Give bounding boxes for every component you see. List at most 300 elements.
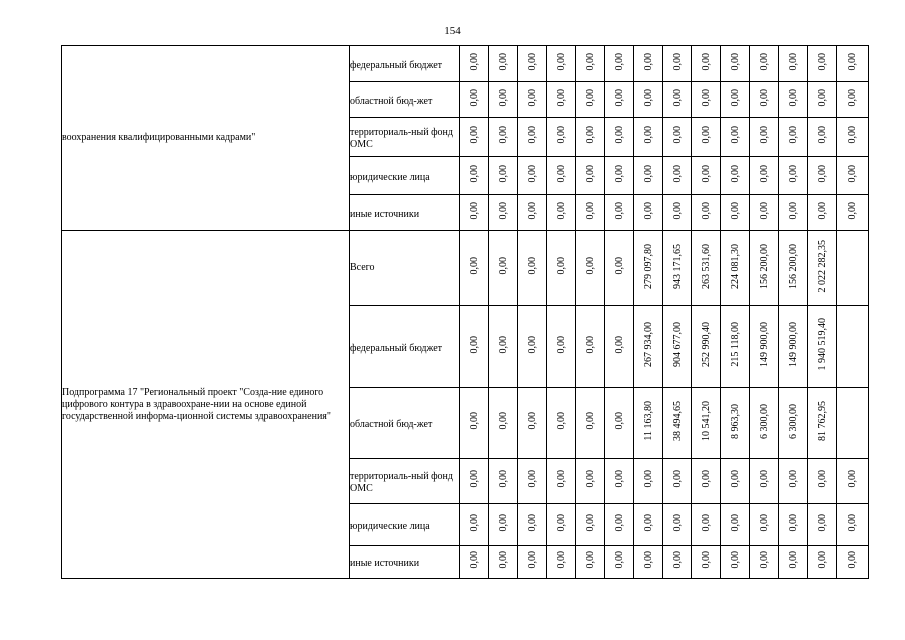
value-text: 38 494,65 [671, 401, 683, 441]
funding-source [350, 388, 460, 459]
value-cell [692, 306, 721, 388]
value-cell [779, 157, 808, 195]
value-cell [692, 459, 721, 504]
value-text: 0,00 [642, 551, 654, 569]
value-text: 0,00 [497, 513, 509, 532]
value-text: 0,00 [758, 164, 770, 183]
value-cell [547, 46, 576, 82]
value-text: 0,00 [613, 470, 625, 488]
value-cell [634, 231, 663, 306]
value-cell [634, 82, 663, 118]
value-cell [634, 118, 663, 157]
value-text: 0,00 [787, 164, 799, 183]
value-cell [750, 231, 779, 306]
value-text: 0,00 [584, 335, 596, 354]
value-cell [721, 46, 750, 82]
value-text: 0,00 [847, 470, 858, 488]
value-text: 0,00 [555, 470, 567, 488]
value-text: 6 300,00 [787, 403, 799, 439]
value-cell [663, 82, 692, 118]
value-cell [808, 459, 837, 504]
value-text: 0,00 [555, 335, 567, 354]
value-cell [721, 388, 750, 459]
value-cell [692, 82, 721, 118]
value-cell [721, 118, 750, 157]
value-text: 252 990,40 [700, 322, 712, 367]
value-cell [779, 46, 808, 82]
value-text: 0,00 [700, 470, 712, 488]
value-cell [518, 118, 547, 157]
value-text: 0,00 [758, 470, 770, 488]
value-cell [663, 306, 692, 388]
value-cell [489, 504, 518, 546]
table-row [62, 231, 869, 306]
value-text: 0,00 [584, 412, 596, 430]
funding-source [350, 231, 460, 306]
value-text: 0,00 [847, 551, 858, 569]
funding-source-label: юридические лица [350, 520, 430, 532]
value-cell [779, 504, 808, 546]
value-text: 0,00 [642, 513, 654, 532]
value-text: 0,00 [555, 201, 567, 220]
value-text: 0,00 [613, 412, 625, 430]
value-cell [460, 388, 489, 459]
value-text: 0,00 [729, 551, 741, 569]
value-text: 0,00 [758, 513, 770, 532]
value-cell [576, 231, 605, 306]
value-text: 0,00 [497, 551, 509, 569]
value-text: 0,00 [671, 52, 683, 71]
value-cell [692, 504, 721, 546]
value-cell [547, 157, 576, 195]
value-cell [808, 46, 837, 82]
value-cell [837, 504, 869, 546]
value-cell [634, 546, 663, 579]
value-cell [547, 504, 576, 546]
value-cell [721, 306, 750, 388]
value-text: 0,00 [729, 201, 741, 220]
funding-source-label: федеральный бюджет [350, 59, 443, 71]
value-cell [489, 195, 518, 231]
value-text: 0,00 [468, 126, 480, 144]
page-number: 154 [444, 25, 461, 37]
value-cell [750, 118, 779, 157]
value-cell [576, 46, 605, 82]
value-text: 0,00 [613, 126, 625, 144]
value-text: 0,00 [642, 164, 654, 183]
value-cell [779, 195, 808, 231]
value-text: 0,00 [468, 412, 480, 430]
value-text: 2 022 282,35 [816, 239, 828, 293]
value-text: 0,00 [816, 52, 828, 71]
value-cell [837, 118, 869, 157]
value-cell [518, 157, 547, 195]
value-text: 0,00 [497, 164, 509, 183]
value-text: 0,00 [847, 513, 858, 532]
value-text: 0,00 [700, 551, 712, 569]
value-cell [605, 459, 634, 504]
value-cell [779, 82, 808, 118]
value-text: 0,00 [526, 470, 538, 488]
value-cell [721, 459, 750, 504]
value-cell [518, 231, 547, 306]
value-cell [750, 546, 779, 579]
value-text: 0,00 [468, 551, 480, 569]
value-cell [518, 388, 547, 459]
value-cell [779, 546, 808, 579]
value-text: 0,00 [584, 164, 596, 183]
value-text: 0,00 [816, 88, 828, 107]
value-text: 0,00 [787, 551, 799, 569]
value-text: 0,00 [584, 52, 596, 71]
value-cell [721, 157, 750, 195]
value-cell [750, 388, 779, 459]
value-cell [692, 195, 721, 231]
value-cell [460, 157, 489, 195]
value-cell [663, 504, 692, 546]
value-text: 0,00 [613, 257, 625, 275]
value-cell [576, 82, 605, 118]
value-text: 0,00 [816, 470, 828, 488]
value-cell [808, 157, 837, 195]
value-cell [605, 231, 634, 306]
value-cell [489, 459, 518, 504]
value-text: 0,00 [816, 164, 828, 183]
value-cell [460, 504, 489, 546]
value-text: 0,00 [642, 52, 654, 71]
funding-source-label: территориаль-ный фонд ОМС [350, 127, 453, 150]
value-cell [518, 306, 547, 388]
value-text: 0,00 [555, 52, 567, 71]
value-cell [837, 82, 869, 118]
value-cell [605, 546, 634, 579]
value-cell [634, 306, 663, 388]
value-cell [808, 546, 837, 579]
value-cell [605, 118, 634, 157]
value-cell [808, 231, 837, 306]
value-text: 6 300,00 [758, 403, 770, 439]
value-cell [460, 82, 489, 118]
value-cell [837, 157, 869, 195]
value-text: 0,00 [642, 201, 654, 220]
value-cell [605, 306, 634, 388]
empty-cell [837, 231, 869, 306]
value-text: 0,00 [584, 201, 596, 220]
value-cell [779, 306, 808, 388]
value-cell [837, 46, 869, 82]
value-text: 0,00 [468, 470, 480, 488]
value-text: 0,00 [526, 52, 538, 71]
value-text: 0,00 [700, 164, 712, 183]
value-text: 0,00 [497, 52, 509, 71]
value-text: 0,00 [526, 201, 538, 220]
value-text: 0,00 [729, 470, 741, 488]
value-cell [808, 306, 837, 388]
value-cell [518, 46, 547, 82]
value-text: 0,00 [584, 470, 596, 488]
value-text: 0,00 [613, 335, 625, 354]
value-text: 0,00 [526, 513, 538, 532]
value-text: 0,00 [613, 513, 625, 532]
value-cell [489, 231, 518, 306]
value-text: 0,00 [613, 164, 625, 183]
value-cell [634, 157, 663, 195]
value-text: 0,00 [671, 470, 683, 488]
value-cell [605, 82, 634, 118]
value-cell [663, 118, 692, 157]
value-cell [489, 118, 518, 157]
value-text: 0,00 [787, 201, 799, 220]
funding-source-label: иные источники [350, 558, 420, 569]
value-text: 0,00 [758, 551, 770, 569]
value-cell [460, 459, 489, 504]
value-cell [605, 157, 634, 195]
value-cell [489, 157, 518, 195]
value-cell [779, 388, 808, 459]
value-text: 0,00 [816, 201, 828, 220]
value-text: 0,00 [758, 52, 770, 71]
value-text: 0,00 [555, 513, 567, 532]
value-text: 0,00 [729, 513, 741, 532]
value-cell [576, 195, 605, 231]
value-cell [489, 82, 518, 118]
value-text: 904 677,00 [671, 322, 683, 367]
value-text: 0,00 [584, 551, 596, 569]
value-cell [547, 546, 576, 579]
value-text: 0,00 [671, 551, 683, 569]
value-text: 0,00 [729, 164, 741, 183]
funding-source-label: областной бюд-жет [350, 95, 433, 107]
value-cell [518, 459, 547, 504]
value-cell [692, 546, 721, 579]
value-text: 0,00 [847, 52, 858, 71]
value-text: 0,00 [787, 126, 799, 144]
value-cell [663, 157, 692, 195]
value-text: 156 200,00 [787, 243, 799, 289]
value-cell [576, 459, 605, 504]
value-cell [547, 118, 576, 157]
value-cell [547, 388, 576, 459]
value-text: 0,00 [642, 88, 654, 107]
value-cell [460, 46, 489, 82]
value-cell [663, 46, 692, 82]
budget-table [61, 45, 869, 579]
value-text: 0,00 [497, 412, 509, 430]
value-text: 0,00 [497, 126, 509, 144]
value-text: 8 963,30 [729, 403, 741, 439]
funding-source [350, 82, 460, 118]
funding-source-label: юридические лица [350, 171, 430, 183]
value-cell [489, 388, 518, 459]
value-text: 149 900,00 [758, 322, 770, 367]
funding-source-label: территориаль-ный фонд ОМС [350, 471, 453, 494]
value-cell [547, 231, 576, 306]
value-text: 0,00 [555, 126, 567, 144]
value-cell [576, 504, 605, 546]
value-cell [605, 46, 634, 82]
value-text: 0,00 [671, 201, 683, 220]
value-cell [808, 118, 837, 157]
value-cell [605, 388, 634, 459]
funding-source-label: Всего [350, 262, 375, 273]
funding-source [350, 195, 460, 231]
value-cell [605, 504, 634, 546]
value-cell [692, 157, 721, 195]
value-cell [779, 231, 808, 306]
value-text: 0,00 [729, 126, 741, 144]
value-cell [460, 546, 489, 579]
value-text: 11 163,80 [642, 401, 654, 441]
value-text: 0,00 [816, 551, 828, 569]
value-text: 0,00 [847, 126, 858, 144]
value-cell [721, 546, 750, 579]
value-text: 224 081,30 [729, 243, 741, 289]
empty-cell [837, 388, 869, 459]
value-text: 0,00 [468, 88, 480, 107]
value-text: 0,00 [468, 52, 480, 71]
value-cell [808, 82, 837, 118]
value-text: 0,00 [497, 470, 509, 488]
value-cell [721, 231, 750, 306]
value-cell [634, 459, 663, 504]
value-cell [750, 504, 779, 546]
value-text: 0,00 [758, 201, 770, 220]
value-cell [489, 306, 518, 388]
value-text: 0,00 [584, 88, 596, 107]
value-text: 0,00 [642, 470, 654, 488]
value-text: 0,00 [497, 335, 509, 354]
funding-source-label: федеральный бюджет [350, 342, 443, 354]
value-cell [663, 388, 692, 459]
value-cell [663, 459, 692, 504]
value-text: 0,00 [613, 551, 625, 569]
value-text: 0,00 [468, 164, 480, 183]
funding-source [350, 504, 460, 546]
value-text: 0,00 [787, 470, 799, 488]
value-cell [518, 504, 547, 546]
funding-source [350, 157, 460, 195]
value-cell [750, 195, 779, 231]
value-cell [721, 82, 750, 118]
value-text: 0,00 [526, 88, 538, 107]
value-cell [721, 195, 750, 231]
funding-source-label: областной бюд-жет [350, 419, 433, 430]
value-text: 0,00 [816, 126, 828, 144]
value-cell [634, 504, 663, 546]
funding-source [350, 46, 460, 82]
value-cell [750, 306, 779, 388]
value-text: 0,00 [700, 52, 712, 71]
value-cell [547, 82, 576, 118]
value-cell [460, 231, 489, 306]
value-cell [547, 195, 576, 231]
value-cell [576, 306, 605, 388]
value-text: 0,00 [555, 88, 567, 107]
value-text: 0,00 [497, 88, 509, 107]
value-cell [518, 546, 547, 579]
value-cell [779, 118, 808, 157]
value-cell [460, 195, 489, 231]
value-text: 0,00 [526, 412, 538, 430]
value-cell [634, 388, 663, 459]
value-text: 81 762,95 [816, 401, 828, 441]
value-text: 0,00 [671, 126, 683, 144]
value-text: 267 934,00 [642, 322, 654, 367]
value-cell [663, 195, 692, 231]
value-text: 149 900,00 [787, 322, 799, 367]
value-text: 0,00 [787, 88, 799, 107]
value-cell [779, 459, 808, 504]
value-cell [489, 546, 518, 579]
value-cell [576, 546, 605, 579]
value-text: 0,00 [787, 52, 799, 71]
value-cell [547, 306, 576, 388]
value-cell [808, 504, 837, 546]
table-row [62, 46, 869, 82]
value-cell [547, 459, 576, 504]
value-cell [692, 46, 721, 82]
value-text: 0,00 [468, 201, 480, 220]
value-text: 0,00 [584, 257, 596, 275]
value-text: 0,00 [526, 164, 538, 183]
value-text: 0,00 [584, 126, 596, 144]
value-text: 0,00 [758, 126, 770, 144]
empty-cell [837, 306, 869, 388]
value-cell [808, 388, 837, 459]
value-text: 0,00 [671, 88, 683, 107]
value-text: 0,00 [555, 412, 567, 430]
value-text: 279 097,80 [642, 243, 654, 289]
program-description: Подпрограмма 17 "Региональный проект "Созда-ние единого цифрового контура в здравоохране-нии на основе единой государственной информа-ционной системы здравоохранения" [62, 231, 350, 579]
value-text: 0,00 [700, 88, 712, 107]
value-text: 0,00 [468, 335, 480, 354]
value-text: 0,00 [468, 513, 480, 532]
funding-source [350, 118, 460, 157]
value-text: 0,00 [787, 513, 799, 532]
value-cell [518, 195, 547, 231]
value-text: 0,00 [613, 52, 625, 71]
value-text: 0,00 [555, 257, 567, 275]
value-cell [837, 459, 869, 504]
funding-source [350, 306, 460, 388]
value-cell [576, 118, 605, 157]
value-text: 0,00 [729, 88, 741, 107]
funding-source [350, 546, 460, 579]
value-text: 0,00 [700, 201, 712, 220]
value-cell [750, 46, 779, 82]
value-cell [460, 118, 489, 157]
value-text: 0,00 [584, 513, 596, 532]
value-text: 0,00 [526, 126, 538, 144]
value-cell [634, 195, 663, 231]
value-text: 0,00 [700, 126, 712, 144]
value-cell [663, 231, 692, 306]
value-cell [692, 388, 721, 459]
value-cell [634, 46, 663, 82]
value-cell [663, 546, 692, 579]
value-text: 0,00 [847, 164, 858, 183]
value-text: 0,00 [700, 513, 712, 532]
value-text: 0,00 [847, 88, 858, 107]
value-cell [460, 306, 489, 388]
value-text: 215 118,00 [729, 322, 741, 367]
value-cell [692, 118, 721, 157]
value-text: 943 171,65 [671, 243, 683, 289]
value-cell [692, 231, 721, 306]
value-text: 0,00 [847, 201, 858, 220]
program-description: воохранения квалифицированными кадрами" [62, 46, 350, 231]
value-text: 0,00 [526, 257, 538, 275]
